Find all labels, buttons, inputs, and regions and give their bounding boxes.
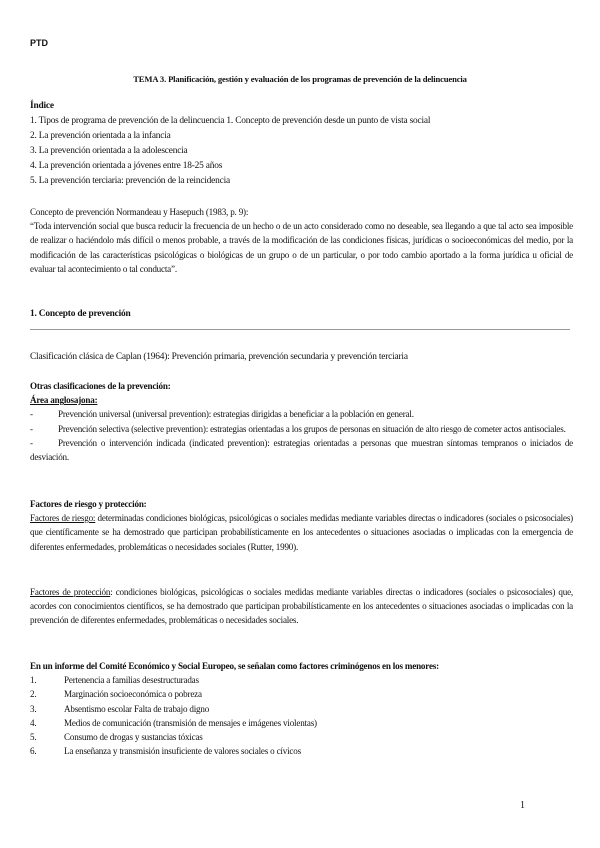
item-number: 4. — [30, 717, 37, 728]
page-number: 1 — [520, 800, 525, 811]
other-heading: Otras clasificaciones de la prevención: — [30, 381, 171, 391]
index-item: 3. La prevención orientada a la adolescencia — [30, 146, 188, 156]
index-item: 1. Tipos de programa de prevención de la delincuencia 1. Concepto de prevención desde un punto de vista social — [30, 116, 431, 126]
index-item: 2. La prevención orientada a la infancia — [30, 131, 171, 141]
item-text: La enseñanza y transmisión insuficiente de valores sociales o cívicos — [64, 746, 301, 757]
list-item-text: Prevención selectiva (selective prevention): estrategias orientadas a los grupos de personas en situación de alto riesgo de cometer actos antisociales. — [58, 423, 566, 434]
concept-section — [30, 205, 573, 276]
caplan-classification: Clasificación clásica de Caplan (1964): Prevención primaria, prevención secundaria y prevención terciaria — [30, 352, 408, 362]
divider — [30, 329, 570, 330]
list-item-text: Prevención o intervención indicada (indicated prevention): estrategias orientadas a personas que muestran síntomas tempranos o iniciados de desviación. — [30, 437, 573, 463]
index-item: 5. La prevención terciaria: prevención de la reincidencia — [30, 176, 230, 186]
protection-text: : condiciones biológicas, psicológicas o sociales medidas mediante variables directas o indicadores (sociales o psicosociales) que, acordes con conocimientos científicos, se ha demostrado que participan probabilísticamente en los antecedentes o situaciones asociadas o implicadas con la prevención de diferentes enfermedades, problemáticas o necesidades sociales. — [30, 587, 573, 626]
other-classifications — [30, 379, 573, 464]
concept-quote: “Toda intervención social que busca reducir la frecuencia de un hecho o de un acto considerado como no deseable, sea llegando a que tal acto sea imposible de realizar o haciéndolo más difícil o menos probable, a través de la modificación de las condiciones físicas, jurídicas o socioeconómicas del medio, por la modificación de las características psicológicas o biológicas de un grupo o de un particular, o por todo cambio aportado a la forma jurídica u oficial de evaluar tal acontecimiento o tal conducta”. — [30, 221, 573, 274]
item-number: 1. — [30, 675, 37, 686]
numbered-item — [30, 730, 573, 744]
factors-section — [30, 497, 573, 554]
item-number: 3. — [30, 703, 37, 714]
report-heading: En un informe del Comité Económico y Social Europeo, se señalan como factores criminógenos en los menores: — [30, 661, 439, 671]
item-text: Marginación socioeconómica o pobreza — [64, 689, 202, 700]
protection-factors-paragraph — [30, 585, 573, 628]
numbered-item — [30, 687, 573, 701]
risk-factors-paragraph — [30, 511, 573, 554]
dash-marker: - — [30, 423, 33, 434]
report-section — [30, 659, 573, 758]
item-number: 5. — [30, 732, 37, 743]
risk-label: Factores de riesgo: — [30, 513, 96, 524]
factors-heading: Factores de riesgo y protección: — [30, 499, 147, 509]
header-label: PTD — [30, 38, 48, 48]
index-section — [30, 99, 573, 189]
item-text: Pertenencia a familias desestructuradas — [64, 675, 199, 686]
dash-marker: - — [30, 437, 33, 448]
protection-section — [30, 585, 573, 628]
numbered-item — [30, 716, 573, 730]
numbered-item — [30, 744, 573, 758]
item-text: Consumo de drogas y sustancias tóxicas — [64, 732, 203, 743]
document-title: TEMA 3. Planificación, gestión y evaluación de los programas de prevención de la delincuencia — [133, 74, 467, 84]
item-number: 2. — [30, 689, 37, 700]
list-item — [30, 422, 573, 436]
index-item: 4. La prevención orientada a jóvenes entre 18-25 años — [30, 161, 223, 171]
item-number: 6. — [30, 746, 37, 757]
concept-intro: Concepto de prevención Normandeau y Hasepuch (1983, p. 9): — [30, 207, 249, 217]
risk-text: determinadas condiciones biológicas, psicológicas o sociales medidas mediante variables directas o indicadores (sociales o psicosociales) que científicamente se ha demostrado que participan probabilísticamente en los antecedentes o situaciones asociadas o implicadas con la emergencia de diferentes enfermedades, problemáticas o necesidades sociales (Rutter, 1990). — [30, 513, 573, 552]
numbered-item — [30, 673, 573, 687]
dash-marker: - — [30, 409, 33, 420]
other-subheading: Área anglosajona: — [30, 395, 98, 406]
list-item — [30, 436, 573, 464]
item-text: Absentismo escolar Falta de trabajo digno — [64, 703, 210, 714]
numbered-item — [30, 702, 573, 716]
list-item-text: Prevención universal (universal prevention): estrategias dirigidas a beneficiar a la población en general. — [58, 409, 414, 420]
list-item — [30, 407, 573, 421]
section-heading: 1. Concepto de prevención — [30, 309, 131, 319]
protection-label: Factores de protección — [30, 587, 111, 597]
item-text: Medios de comunicación (transmisión de mensajes e imágenes violentas) — [64, 717, 317, 728]
index-heading: Índice — [30, 101, 54, 111]
